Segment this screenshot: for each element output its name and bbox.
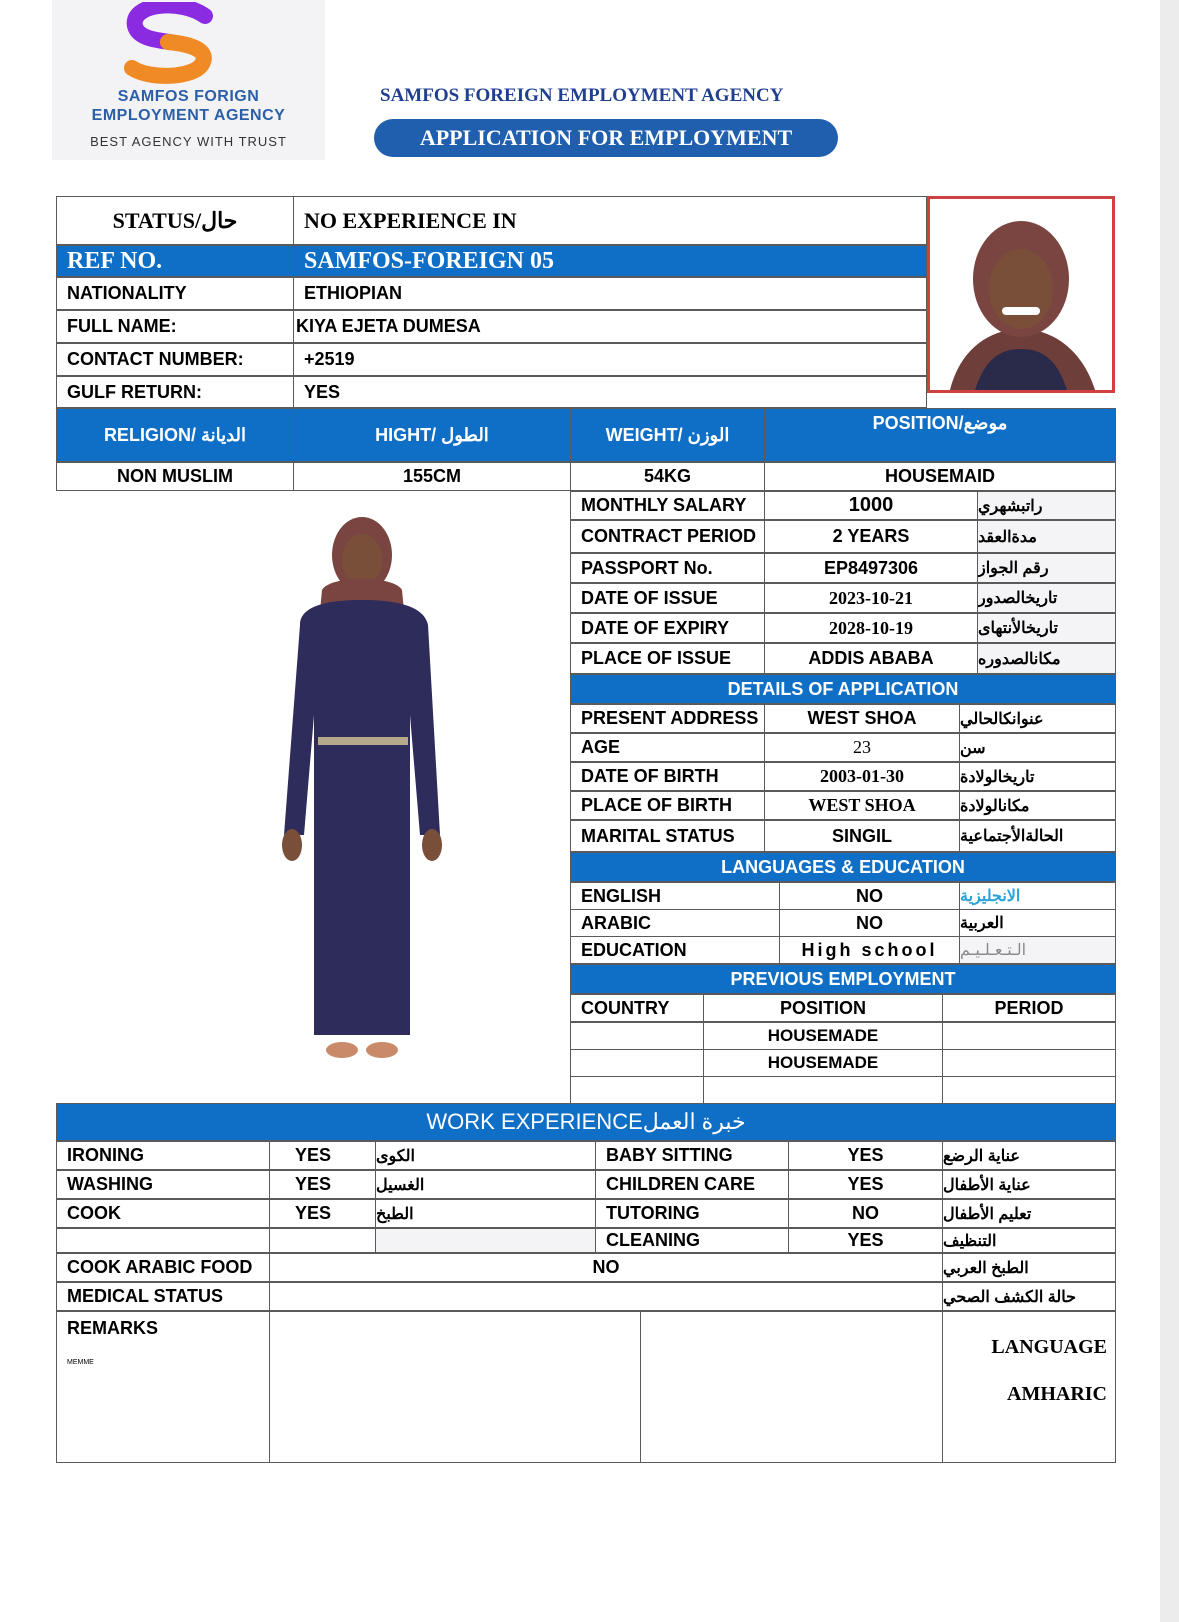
prev-col-country: COUNTRY — [570, 994, 704, 1022]
work-right-value: YES — [788, 1170, 943, 1199]
contract-ar: مكانالصدوره — [977, 643, 1116, 674]
position-header: POSITION/موضع — [764, 408, 1116, 462]
detail-label: PLACE OF BIRTH — [570, 791, 765, 820]
prev-position: HOUSEMADE — [703, 1022, 943, 1050]
prev-period — [942, 1022, 1116, 1050]
weight-header: WEIGHT/ الوزن — [570, 408, 765, 462]
details-title: DETAILS OF APPLICATION — [570, 674, 1116, 704]
remarks-cell — [56, 1311, 270, 1463]
prev-position — [703, 1076, 943, 1104]
work-left-ar — [375, 1228, 596, 1253]
applicant-headshot-photo — [927, 196, 1115, 393]
work-right-value: YES — [788, 1141, 943, 1170]
contract-label: DATE OF ISSUE — [570, 583, 765, 613]
contract-value: ADDIS ABABA — [764, 643, 978, 674]
detail-value: 23 — [764, 733, 960, 762]
detail-label: AGE — [570, 733, 765, 762]
height-header: HIGHT/ الطول — [293, 408, 571, 462]
previous-title: PREVIOUS EMPLOYMENT — [570, 964, 1116, 994]
detail-ar: تاريخالولادة — [959, 762, 1116, 791]
remarks-field-2 — [640, 1311, 943, 1463]
work-right-ar: عناية الرضع — [942, 1141, 1116, 1170]
contract-label: PASSPORT No. — [570, 553, 765, 583]
medical-status-label: MEDICAL STATUS — [56, 1282, 270, 1311]
prev-period — [942, 1049, 1116, 1077]
detail-value: WEST SHOA — [764, 791, 960, 820]
language-value: AMHARIC — [1007, 1383, 1107, 1405]
form-title: APPLICATION FOR EMPLOYMENT — [374, 119, 838, 157]
medical-status-value — [269, 1282, 943, 1311]
language-label: ARABIC — [570, 909, 780, 937]
gulf-return-label: GULF RETURN: — [56, 376, 294, 408]
detail-label: PRESENT ADDRESS — [570, 704, 765, 733]
prev-col-period: PERIOD — [942, 994, 1116, 1022]
height-value: 155CM — [293, 462, 571, 491]
contract-label: PLACE OF ISSUE — [570, 643, 765, 674]
detail-value: WEST SHOA — [764, 704, 960, 733]
language-label: ENGLISH — [570, 882, 780, 910]
language-value: High school — [779, 936, 960, 964]
status-label: STATUS/حال — [56, 196, 294, 245]
work-left-label: COOK — [56, 1199, 270, 1228]
detail-value: 2003-01-30 — [764, 762, 960, 791]
contract-value: 2 YEARS — [764, 520, 978, 553]
position-value: HOUSEMAID — [764, 462, 1116, 491]
weight-value: 54KG — [570, 462, 765, 491]
contract-ar: مدةالعقد — [977, 520, 1116, 553]
work-left-ar: الغسيل — [375, 1170, 596, 1199]
languages-title: LANGUAGES & EDUCATION — [570, 852, 1116, 882]
nationality-value: ETHIOPIAN — [293, 277, 927, 310]
work-left-value — [269, 1228, 376, 1253]
fullname-value: KIYA EJETA DUMESA — [293, 310, 927, 343]
work-right-ar: تعليم الأطفال — [942, 1199, 1116, 1228]
applicant-full-body-photo — [270, 515, 455, 1080]
detail-ar: سن — [959, 733, 1116, 762]
work-left-value: YES — [269, 1199, 376, 1228]
nationality-label: NATIONALITY — [56, 277, 294, 310]
work-left-label: WASHING — [56, 1170, 270, 1199]
work-right-ar: التنظيف — [942, 1228, 1116, 1253]
logo-line-2: EMPLOYMENT AGENCY — [91, 107, 286, 124]
prev-country — [570, 1076, 704, 1104]
remarks-label: REMARKS — [67, 1318, 159, 1338]
work-right-label: BABY SITTING — [595, 1141, 789, 1170]
contract-label: DATE OF EXPIRY — [570, 613, 765, 643]
contract-value: 1000 — [764, 491, 978, 520]
page-edge — [1160, 0, 1179, 1622]
contract-label: CONTRACT PERIOD — [570, 520, 765, 553]
contract-ar: تاريخالأنتهاى — [977, 613, 1116, 643]
logo-tagline: BEST AGENCY WITH TRUST — [90, 134, 287, 149]
work-right-ar: عناية الأطفال — [942, 1170, 1116, 1199]
language-label: LANGUAGE — [991, 1336, 1107, 1358]
language-ar: العربية — [959, 909, 1116, 937]
ref-label: REF NO. — [56, 245, 294, 277]
language-value: NO — [779, 909, 960, 937]
contract-ar: رقم الجواز — [977, 553, 1116, 583]
work-left-ar: الكوى — [375, 1141, 596, 1170]
contract-ar: تاريخالصدور — [977, 583, 1116, 613]
gulf-return-value: YES — [293, 376, 927, 408]
prev-country — [570, 1049, 704, 1077]
remarks-field-1 — [269, 1311, 641, 1463]
detail-ar: عنوانكالحالي — [959, 704, 1116, 733]
fullname-label: FULL NAME: — [56, 310, 294, 343]
work-experience-title: WORK EXPERIENCEخبرة العمل — [56, 1103, 1116, 1141]
prev-period — [942, 1076, 1116, 1104]
language-cell — [942, 1311, 1116, 1463]
contract-value: EP8497306 — [764, 553, 978, 583]
prev-country — [570, 1022, 704, 1050]
agency-name: SAMFOS FOREIGN EMPLOYMENT AGENCY — [380, 85, 784, 106]
language-ar: الـتـعـلـيـم — [959, 936, 1116, 964]
detail-ar: مكانالولادة — [959, 791, 1116, 820]
prev-position: HOUSEMADE — [703, 1049, 943, 1077]
samfos-s-logo-icon — [110, 2, 230, 84]
contract-ar: راتبشهري — [977, 491, 1116, 520]
work-right-value: NO — [788, 1199, 943, 1228]
contract-value: 2023-10-21 — [764, 583, 978, 613]
work-right-value: YES — [788, 1228, 943, 1253]
cook-arabic-value: NO — [269, 1253, 943, 1282]
status-value: NO EXPERIENCE IN — [293, 196, 927, 245]
logo-line-1: SAMFOS FORIGN — [117, 88, 260, 105]
language-label: EDUCATION — [570, 936, 780, 964]
prev-col-position: POSITION — [703, 994, 943, 1022]
work-right-label: CHILDREN CARE — [595, 1170, 789, 1199]
detail-value: SINGIL — [764, 820, 960, 852]
work-left-value: YES — [269, 1141, 376, 1170]
work-left-label: IRONING — [56, 1141, 270, 1170]
detail-ar: الحالةالأجتماعية — [959, 820, 1116, 852]
work-left-label — [56, 1228, 270, 1253]
detail-label: DATE OF BIRTH — [570, 762, 765, 791]
cook-arabic-ar: الطبخ العربي — [942, 1253, 1116, 1282]
contact-value: +2519 — [293, 343, 927, 376]
contact-label: CONTACT NUMBER: — [56, 343, 294, 376]
remarks-note: MEMME — [67, 1359, 94, 1366]
work-left-value: YES — [269, 1170, 376, 1199]
work-right-label: CLEANING — [595, 1228, 789, 1253]
language-ar: الانجليزية — [959, 882, 1116, 910]
contract-label: MONTHLY SALARY — [570, 491, 765, 520]
ref-value: SAMFOS-FOREIGN 05 — [293, 245, 927, 277]
language-value: NO — [779, 882, 960, 910]
cook-arabic-label: COOK ARABIC FOOD — [56, 1253, 270, 1282]
religion-value: NON MUSLIM — [56, 462, 294, 491]
contract-value: 2028-10-19 — [764, 613, 978, 643]
religion-header: RELIGION/ الديانة — [56, 408, 294, 462]
detail-label: MARITAL STATUS — [570, 820, 765, 852]
work-right-label: TUTORING — [595, 1199, 789, 1228]
work-left-ar: الطبخ — [375, 1199, 596, 1228]
medical-status-ar: حالة الكشف الصحي — [942, 1282, 1116, 1311]
